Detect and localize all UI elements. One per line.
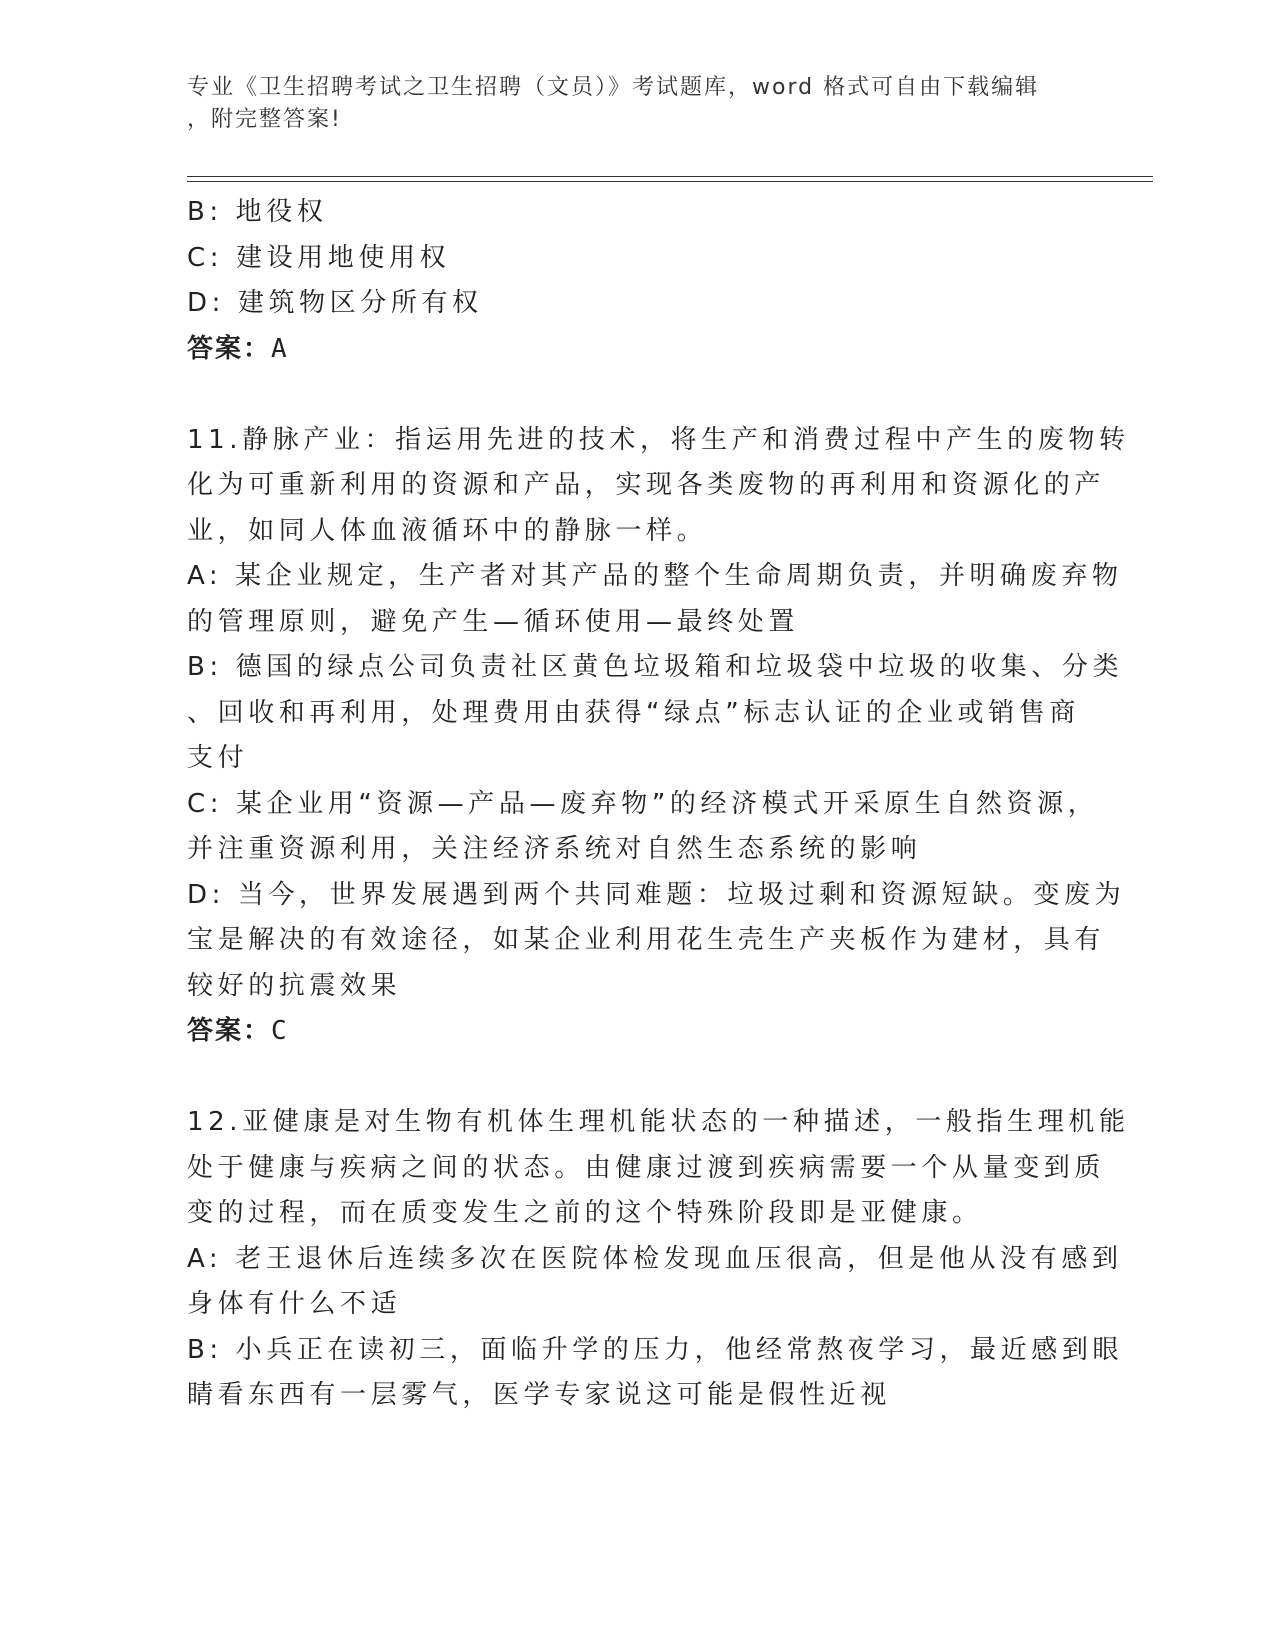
answer-line — [187, 1009, 1087, 1055]
answer-value: C — [271, 1016, 287, 1046]
option-a-line: 的管理原则，避免产生—循环使用—最终处置 — [187, 606, 800, 637]
answer-value: A — [271, 333, 287, 364]
header-divider-top — [187, 176, 1153, 177]
option-a-line: 身体有什么不适 — [187, 1289, 402, 1319]
answer-label: 答案： — [187, 333, 272, 364]
question-11 — [187, 418, 1130, 1055]
spacer — [187, 372, 1087, 418]
option-d-line: D: 当今，世界发展遇到两个共同难题：垃圾过剩和资源短缺。变废为 — [187, 879, 1126, 910]
question-12 — [187, 1100, 1130, 1419]
question-10-tail — [187, 190, 1087, 372]
header-line-2: ，附完整答案! — [187, 107, 342, 132]
option-b-line: B: 小兵正在读初三，面临升学的压力，他经常熬夜学习，最近感到眼 — [187, 1334, 1124, 1365]
document-body — [187, 190, 1130, 1419]
option-c-line: 并注重资源利用，关注经济系统对自然生态系统的影响 — [187, 834, 922, 864]
question-stem-line: 11.静脉产业：指运用先进的技术，将生产和消费过程中产生的废物转 — [187, 424, 1130, 455]
answer-label: 答案： — [187, 1016, 272, 1046]
header-line-1: 专业《卫生招聘考试之卫生招聘（文员）》考试题库，word 格式可自由下载编辑 — [187, 75, 1040, 100]
option-b: B: 地役权 — [187, 197, 328, 227]
question-stem-line: 业，如同人体血液循环中的静脉一样。 — [187, 515, 708, 546]
option-a-line: A: 某企业规定，生产者对其产品的整个生命周期负责，并明确废弃物 — [187, 561, 1123, 591]
question-stem-line: 12.亚健康是对生物有机体生理机能状态的一种描述，一般指生理机能 — [187, 1107, 1130, 1137]
option-c: C: 建设用地使用权 — [187, 242, 451, 273]
answer-line — [187, 327, 1087, 373]
question-stem-line: 变的过程，而在质变发生之前的这个特殊阶段即是亚健康。 — [187, 1198, 983, 1228]
question-stem-line: 处于健康与疾病之间的状态。由健康过渡到疾病需要一个从量变到质 — [187, 1152, 1106, 1183]
option-c-line: C: 某企业用“资源—产品—废弃物”的经济模式开采原生自然资源， — [187, 788, 1099, 819]
question-stem-line: 化为可重新利用的资源和产品，实现各类废物的再利用和资源化的产 — [187, 470, 1106, 500]
option-a-line: A: 老王退休后连续多次在医院体检发现血压很高，但是他从没有感到 — [187, 1243, 1123, 1274]
option-d: D: 建筑物区分所有权 — [187, 288, 483, 318]
option-b-line: 支付 — [187, 743, 249, 773]
spacer — [187, 1055, 1087, 1101]
header-divider-bottom — [187, 181, 1153, 182]
option-b-line: 睛看东西有一层雾气，医学专家说这可能是假性近视 — [187, 1380, 891, 1410]
option-d-line: 宝是解决的有效途径，如某企业利用花生壳生产夹板作为建材，具有 — [187, 925, 1106, 955]
page-header — [187, 72, 1077, 136]
option-b-line: B: 德国的绿点公司负责社区黄色垃圾箱和垃圾袋中垃圾的收集、分类 — [187, 652, 1124, 682]
option-b-line: 、回收和再利用，处理费用由获得“绿点”标志认证的企业或销售商 — [187, 697, 1080, 728]
option-d-line: 较好的抗震效果 — [187, 970, 402, 1001]
